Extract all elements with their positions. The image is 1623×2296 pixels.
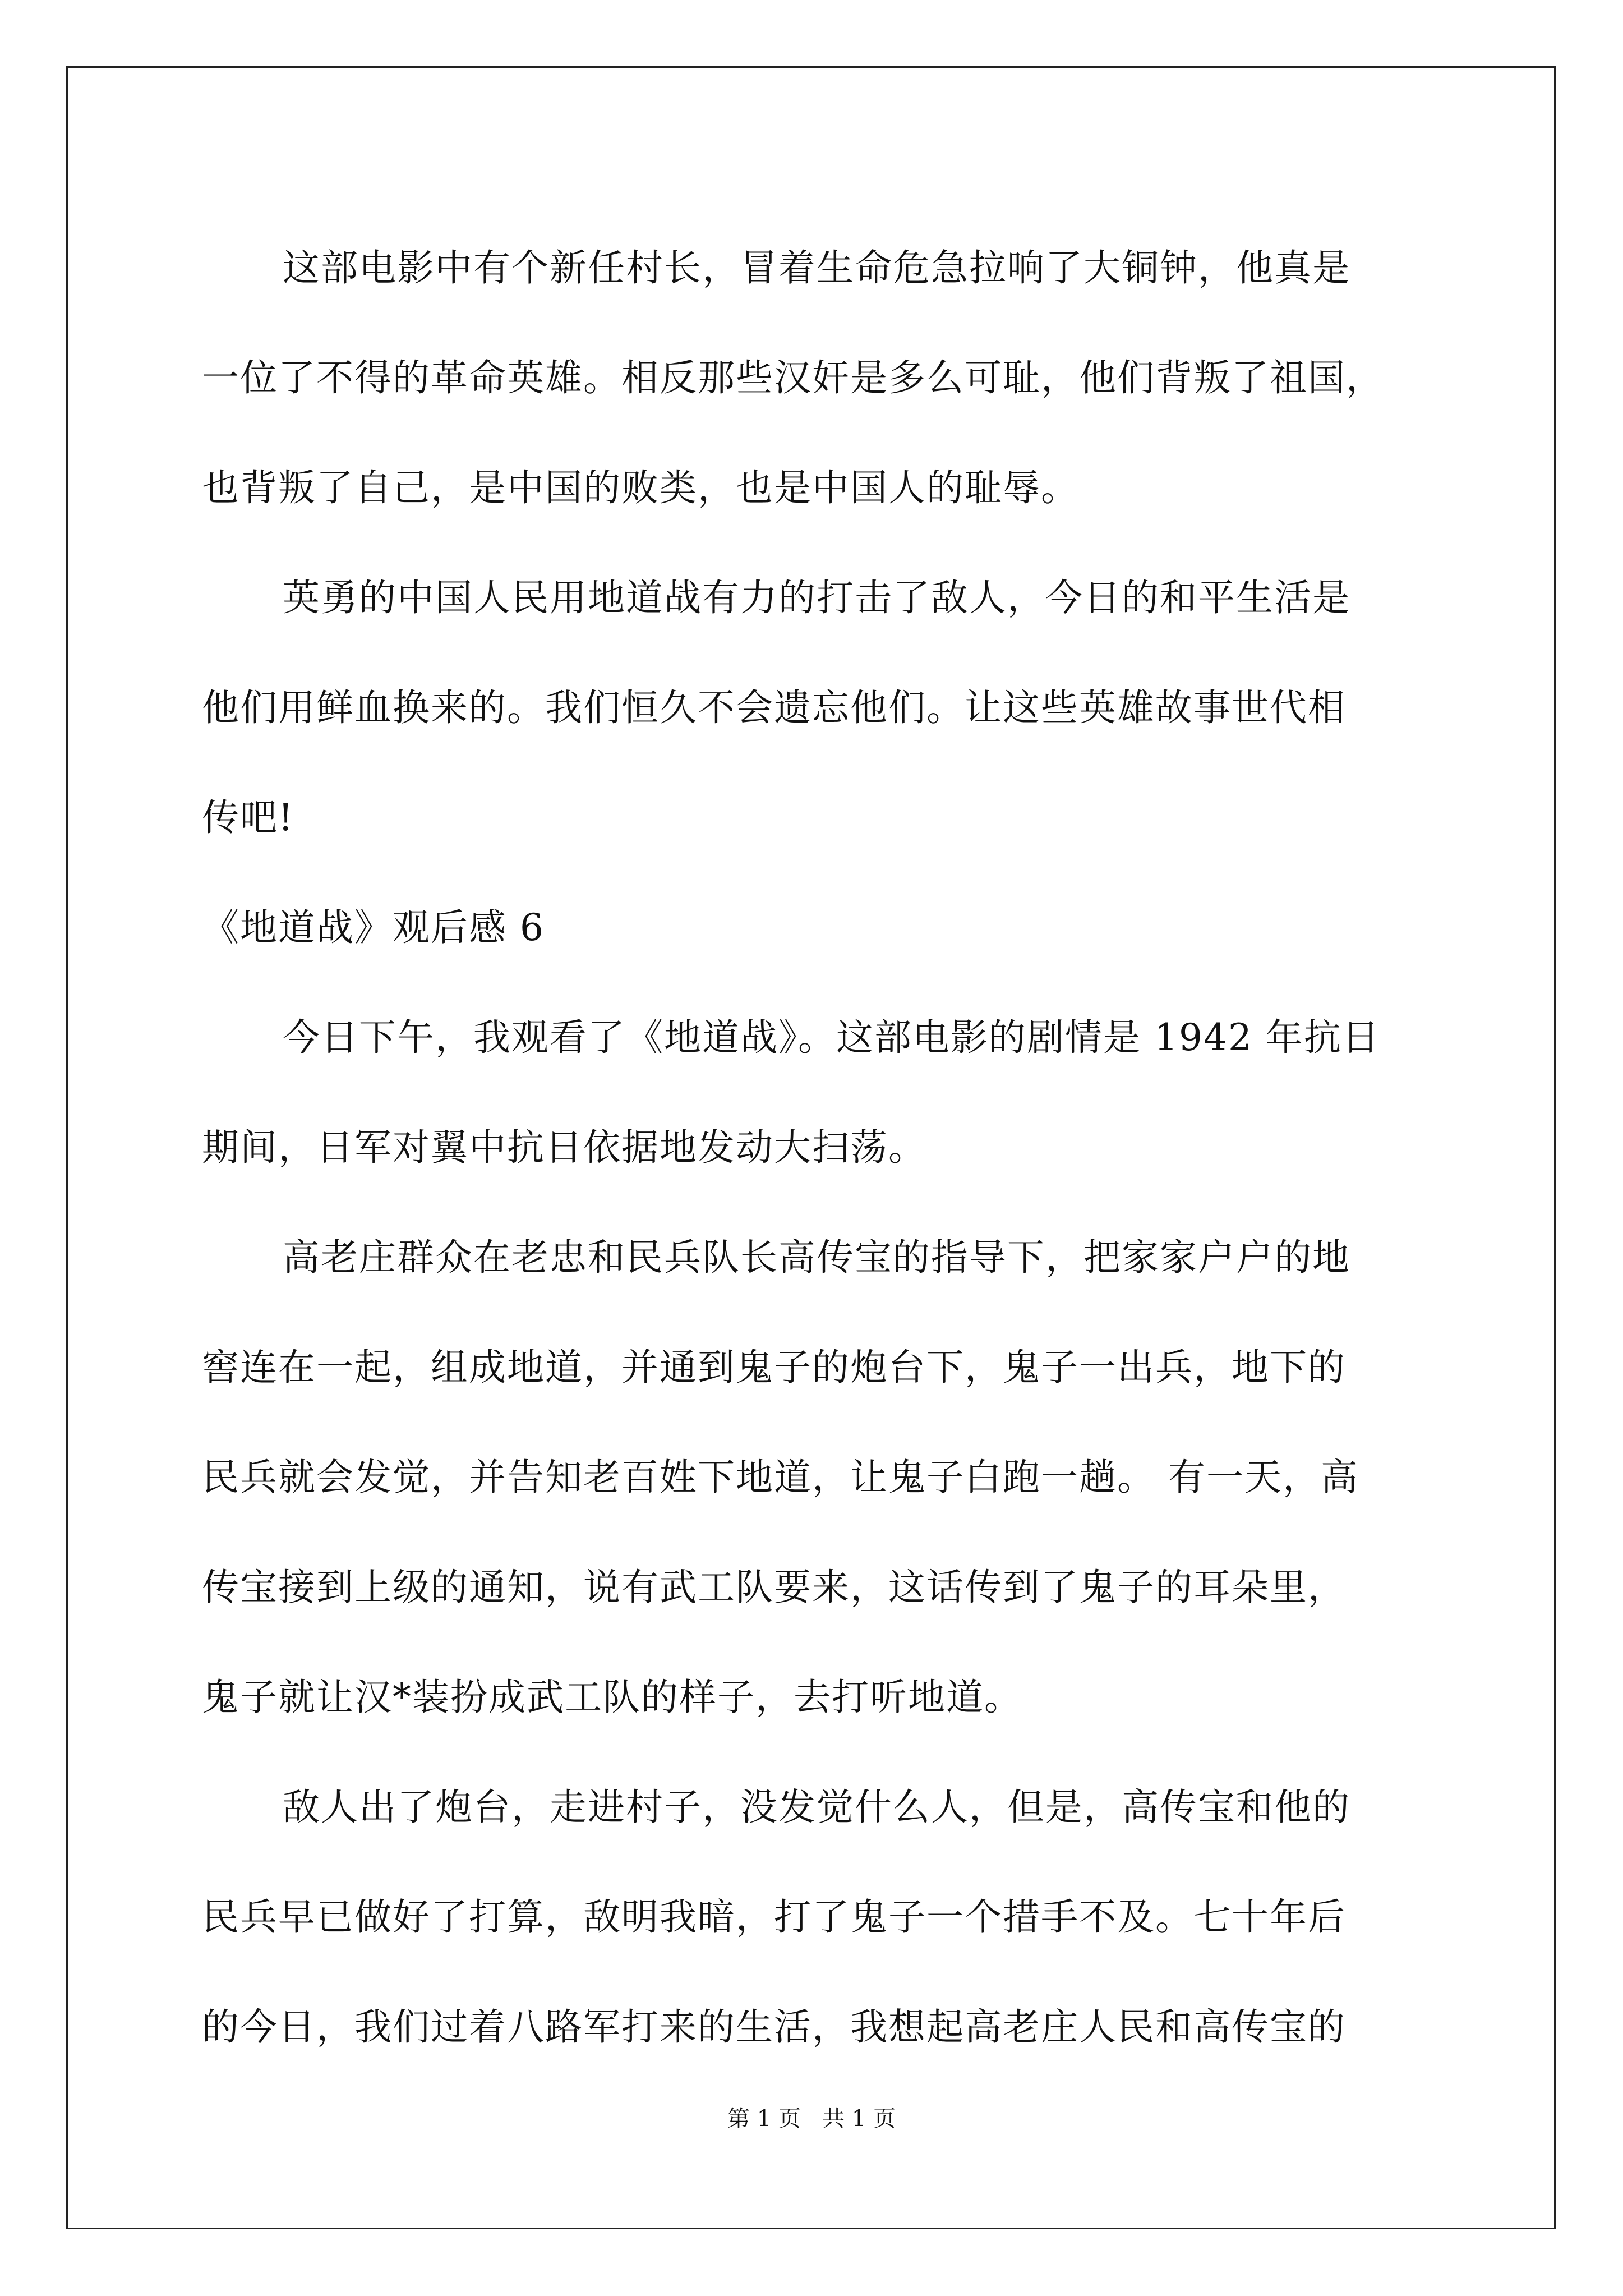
- text-line: 今日下午，我观看了《地道战》。这部电影的剧情是 1942 年抗日: [283, 1016, 1380, 1059]
- text-line: 传吧!: [202, 796, 294, 839]
- text-line: 敌人出了炮台，走进村子，没发觉什么人，但是，高传宝和他的: [283, 1786, 1350, 1829]
- page-number-footer: 第 1 页 共 1 页: [727, 2106, 896, 2132]
- document-body: [202, 213, 1430, 2082]
- text-line: 窖连在一起，组成地道，并通到鬼子的炮台下，鬼子一出兵，地下的: [202, 1346, 1346, 1389]
- text-line: 传宝接到上级的通知，说有武工队要来，这话传到了鬼子的耳朵里，: [202, 1566, 1346, 1609]
- text-line: 民兵早已做好了打算，敌明我暗，打了鬼子一个措手不及。七十年后: [202, 1895, 1346, 1939]
- text-line: 英勇的中国人民用地道战有力的打击了敌人，今日的和平生活是: [283, 576, 1350, 619]
- text-line: 鬼子就让汉*装扮成武工队的样子，去打听地道。: [202, 1676, 1022, 1719]
- text-line: 这部电影中有个新任村长，冒着生命危急拉响了大铜钟，他真是: [283, 246, 1350, 289]
- text-line: 一位了不得的革命英雄。相反那些汉奸是多么可耻，他们背叛了祖国，: [202, 356, 1384, 399]
- text-line: 的今日，我们过着八路军打来的生活，我想起高老庄人民和高传宝的: [202, 2005, 1346, 2049]
- text-line: 也背叛了自己，是中国的败类，也是中国人的耻辱。: [202, 466, 1079, 509]
- text-line: 他们用鲜血换来的。我们恒久不会遗忘他们。让这些英雄故事世代相: [202, 686, 1346, 729]
- text-line: 高老庄群众在老忠和民兵队长高传宝的指导下，把家家户户的地: [283, 1236, 1350, 1279]
- section-heading: 《地道战》观后感 6: [202, 906, 545, 949]
- text-line: 期间，日军对翼中抗日依据地发动大扫荡。: [202, 1126, 926, 1169]
- text-line: 民兵就会发觉，并告知老百姓下地道，让鬼子白跑一趟。 有一天，高: [202, 1456, 1359, 1499]
